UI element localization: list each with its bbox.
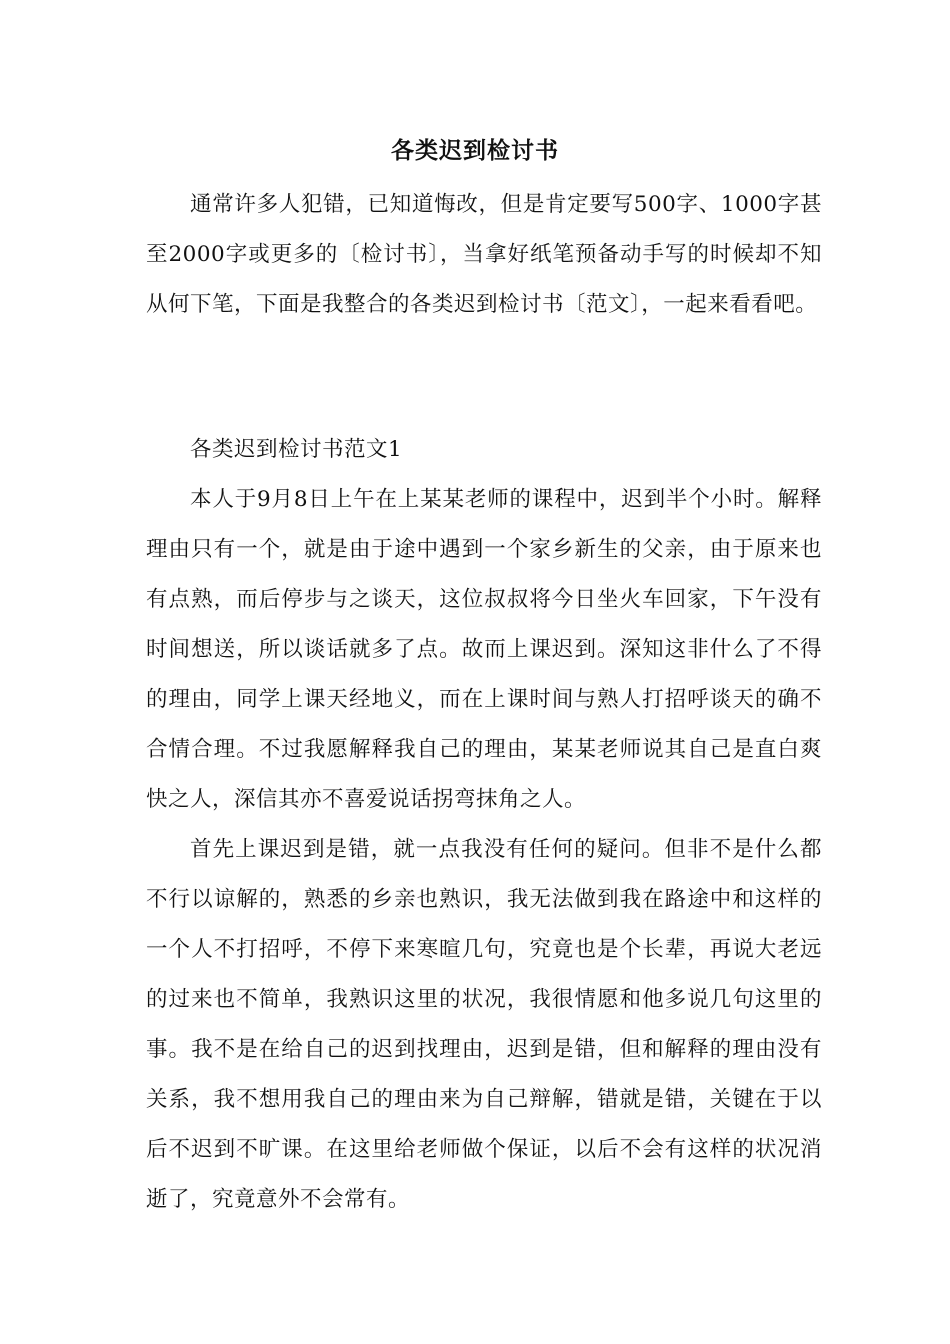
document-title: 各类迟到检讨书: [391, 137, 559, 164]
section-heading: 各类迟到检讨书范文1: [190, 437, 403, 462]
body-paragraph-2: 首先上课迟到是错，就一点我没有任何的疑问。但非不是什么都不行以谅解的，熟悉的乡亲也熟识，我无法做到我在路途中和这样的一个人不打招呼，不停下来寒暄几句，究竟也是个长辈，再说大老远的过来也不简单，我熟识这里的状况，我很情愿和他多说几句这里的事。我不是在给自己的迟到找理由，迟到是错，但和解释的理由没有关系，我不想用我自己的理由来为自己辩解，错就是错，关键在于以后不迟到不旷课。在这里给老师做个保证，以后不会有这样的状况消逝了，究竟意外不会常有。: [146, 837, 822, 1212]
body-section: [146, 475, 822, 1225]
body-paragraph-1: 本人于9月8日上午在上某某老师的课程中，迟到半个小时。解释理由只有一个，就是由于途中遇到一个家乡新生的父亲，由于原来也有点熟，而后停步与之谈天，这位叔叔将今日坐火车回家，下午没有时间想送，所以谈话就多了点。故而上课迟到。深知这非什么了不得的理由，同学上课天经地义，而在上课时间与熟人打招呼谈天的确不合情合理。不过我愿解释我自己的理由，某某老师说其自己是直白爽快之人，深信其亦不喜爱说话拐弯抹角之人。: [146, 487, 822, 812]
intro-section: [146, 180, 822, 330]
intro-paragraph: 通常许多人犯错，已知道悔改，但是肯定要写500字、1000字甚至2000字或更多的〔检讨书〕，当拿好纸笔预备动手写的时候却不知从何下笔，下面是我整合的各类迟到检讨书〔范文〕，一起来看看吧。: [146, 192, 822, 317]
